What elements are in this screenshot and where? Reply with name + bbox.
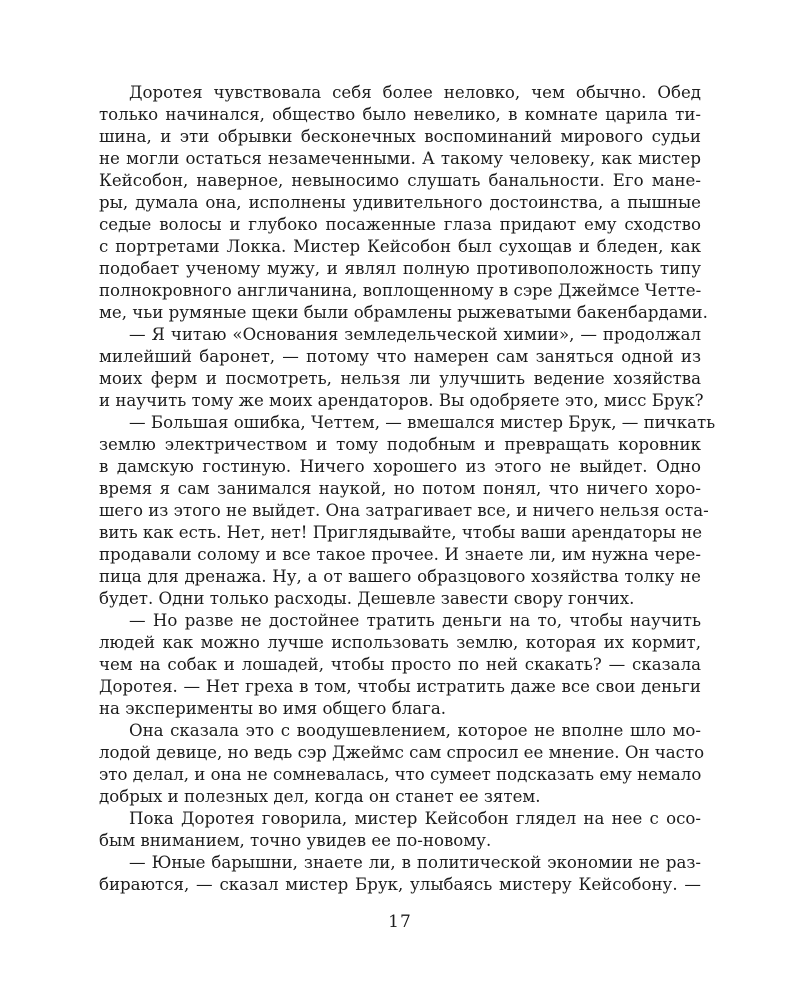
text-line: ры, думала она, исполнены удивительного достоинства, а пышные [99,193,701,212]
text-line: шина, и эти обрывки бесконечных воспоминаний мирового судьи [99,127,701,146]
text-line: пица для дренажа. Ну, а от вашего образцового хозяйства толку не [99,567,701,586]
text-line: Она сказала это с воодушевлением, которое не вполне шло мо- [129,721,701,740]
text-line: шего из этого не выйдет. Она затрагивает все, и ничего нельзя оста- [99,501,709,520]
body-text [99,82,716,896]
text-line: полнокровного англичанина, воплощенному в сэре Джеймсе Четте- [99,281,702,300]
text-line: чем на собак и лошадей, чтобы просто по ней скакать? — сказала [99,655,701,674]
text-line: и научить тому же моих арендаторов. Вы одобряете это, мисс Брук? [99,391,704,410]
text-line: Доротея чувствовала себя более неловко, чем обычно. Обед [129,83,701,102]
text-line: вить как есть. Нет, нет! Приглядывайте, чтобы ваши арендаторы не [99,523,703,542]
text-line: добрых и полезных дел, когда он станет ее зятем. [99,787,541,806]
text-line: — Юные барышни, знаете ли, в политической экономии не раз- [129,853,701,872]
text-line: — Я читаю «Основания земледельческой химии», — продолжал [129,325,701,344]
text-line: моих ферм и посмотреть, нельзя ли улучшить ведение хозяйства [99,369,701,388]
text-line: продавали солому и все такое прочее. И знаете ли, им нужна чере- [99,545,701,564]
text-line: с портретами Локка. Мистер Кейсобон был сухощав и бледен, как [99,237,701,256]
text-line: подобает ученому мужу, и являл полную противоположность типу [99,259,701,278]
text-line: бым вниманием, точно увидев ее по-новому. [99,831,492,850]
text-line: в дамскую гостиную. Ничего хорошего из этого не выйдет. Одно [99,457,701,476]
text-line: не могли остаться незамеченными. А такому человеку, как мистер [99,149,701,168]
text-line: Кейсобон, наверное, невыносимо слушать банальности. Его мане- [99,171,701,190]
text-line: время я сам занимался наукой, но потом понял, что ничего хоро- [99,479,701,498]
text-line: — Большая ошибка, Четтем, — вмешался мистер Брук, — пичкать [129,413,716,432]
text-line: Пока Доротея говорила, мистер Кейсобон глядел на нее с осо- [129,809,701,828]
text-line: это делал, и она не сомневалась, что сумеет подсказать ему немало [99,765,702,784]
text-line: людей как можно лучше использовать землю, которая их кормит, [99,633,701,652]
text-line: ме, чьи румяные щеки были обрамлены рыжеватыми бакенбардами. [99,303,708,322]
text-line: будет. Одни только расходы. Дешевле завести свору гончих. [99,589,635,608]
text-line: седые волосы и глубоко посаженные глаза придают ему сходство [99,215,701,234]
text-line: землю электричеством и тому подобным и превращать коровник [99,435,701,454]
text-line: лодой девице, но ведь сэр Джеймс сам спросил ее мнение. Он часто [99,743,705,762]
text-line: только начинался, общество было невелико, в комнате царила ти- [99,105,701,124]
text-line: — Но разве не достойнее тратить деньги на то, чтобы научить [129,611,701,630]
text-line: милейший баронет, — потому что намерен сам заняться одной из [99,347,701,366]
text-line: Доротея. — Нет греха в том, чтобы истратить даже все свои деньги [99,677,701,696]
text-line: на эксперименты во имя общего блага. [99,699,446,718]
text-line: бираются, — сказал мистер Брук, улыбаясь мистеру Кейсобону. — [99,875,701,894]
page-number: 17 [388,912,412,932]
